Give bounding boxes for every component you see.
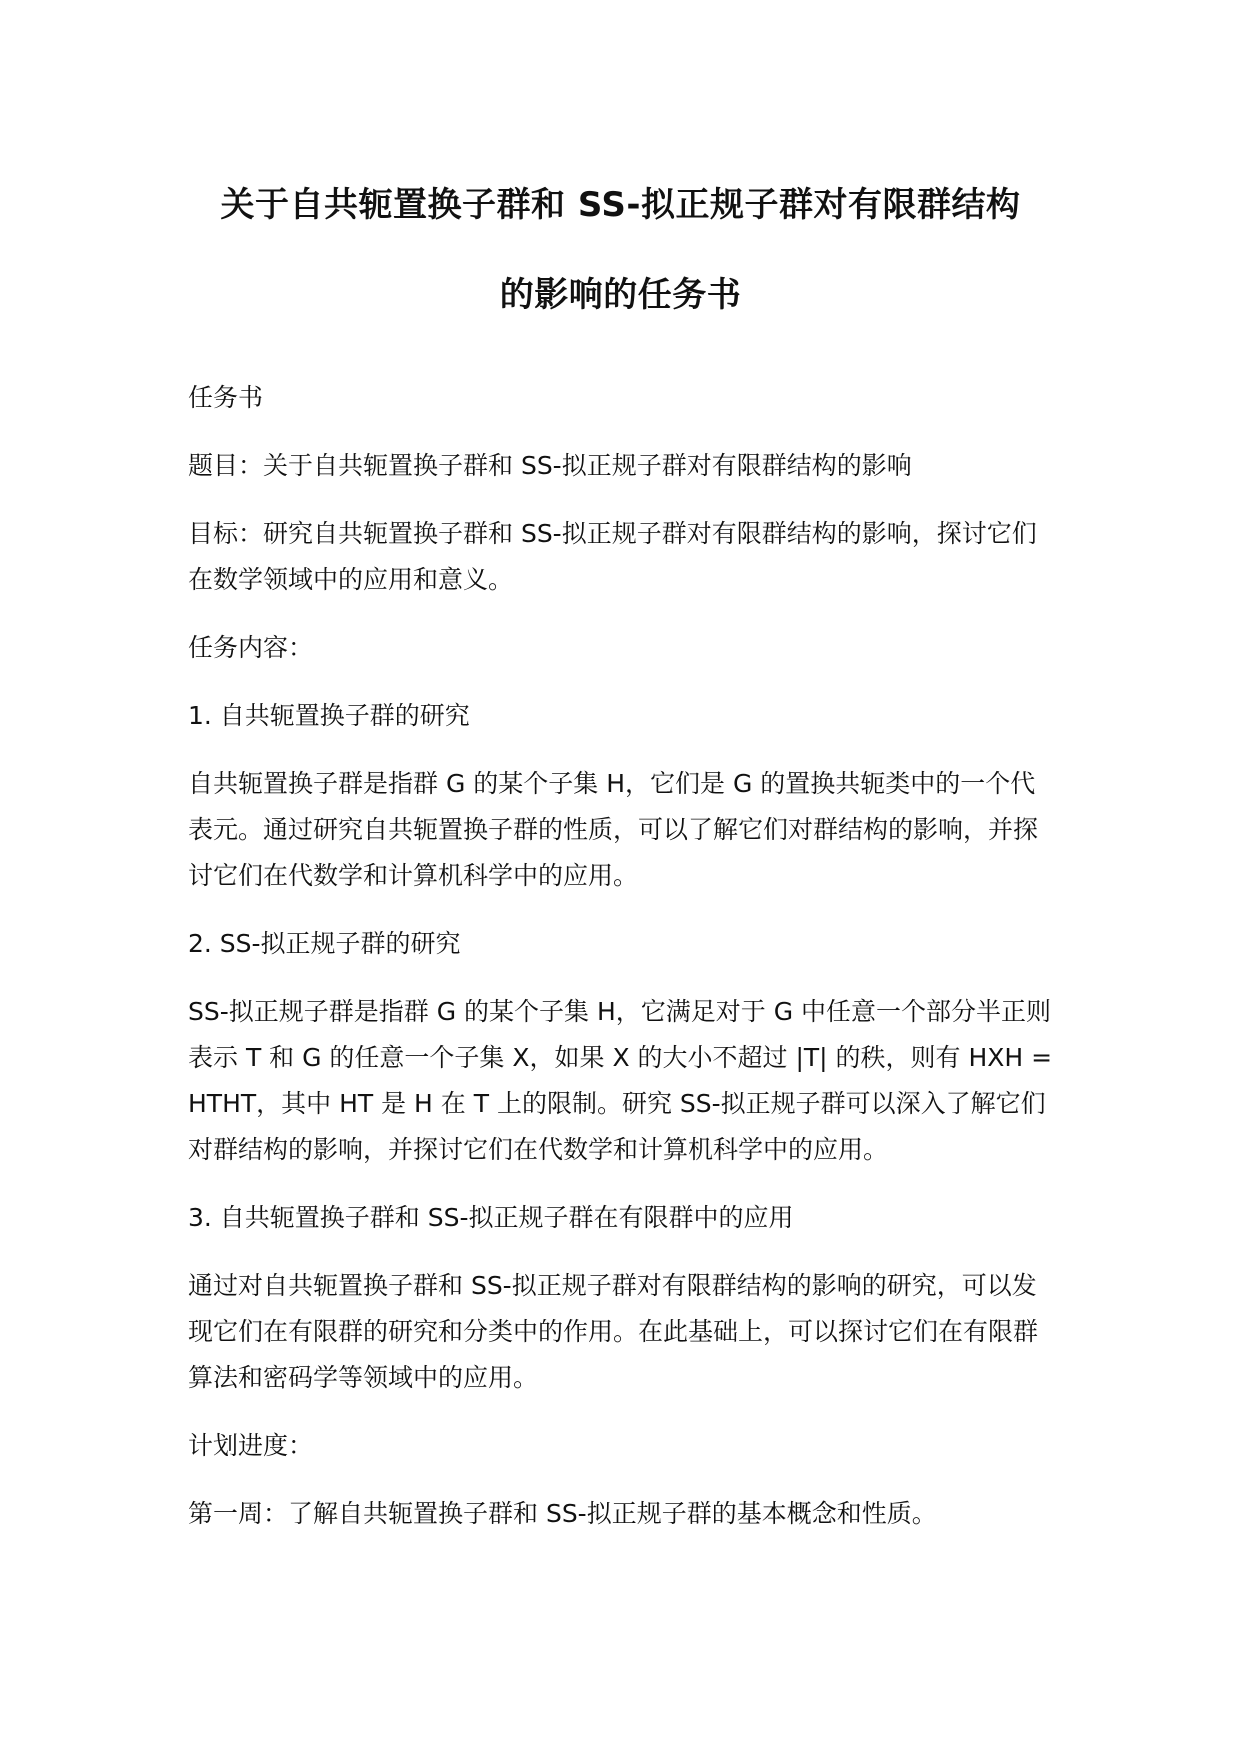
task-item-2-heading: 2. SS-拟正规子群的研究 [188,929,461,958]
task-item-3-paragraph: 通过对自共轭置换子群和 SS-拟正规子群对有限群结构的影响的研究，可以发现它们在有限群的研究和分类中的作用。在此基础上，可以探讨它们在有限群算法和密码学等领域中的应用。 [188,1271,1039,1392]
schedule-heading: 计划进度： [188,1431,314,1460]
task-item-2-paragraph: SS-拟正规子群是指群 G 的某个子集 H，它满足对于 G 中任意一个部分半正则表示 T 和 G 的任意一个子集 X，如果 X 的大小不超过 |T| 的秩，则有 HXH = HTHT，其中 HT 是 H 在 T 上的限制。研究 SS-拟正规子群可以深入了解它们对群结构的影响，并探讨它们在代数学和计算机科学中的应用。 [188,997,1053,1164]
task-item-1-paragraph: 自共轭置换子群是指群 G 的某个子集 H，它们是 G 的置换共轭类中的一个代表元。通过研究自共轭置换子群的性质，可以了解它们对群结构的影响，并探讨它们在代数学和计算机科学中的应用。 [188,769,1039,890]
topic-paragraph: 题目：关于自共轭置换子群和 SS-拟正规子群对有限群结构的影响 [188,451,912,480]
task-content-heading: 任务内容： [188,633,314,662]
task-item-1-heading: 1. 自共轭置换子群的研究 [188,701,470,730]
document-title [150,160,1091,340]
goal-paragraph: 目标：研究自共轭置换子群和 SS-拟正规子群对有限群结构的影响，探讨它们在数学领域中的应用和意义。 [188,519,1037,594]
document-title-line-1: 关于自共轭置换子群和 SS-拟正规子群对有限群结构 [220,185,1021,225]
schedule-week-1: 第一周：了解自共轭置换子群和 SS-拟正规子群的基本概念和性质。 [188,1499,937,1528]
document-title-line-2: 的影响的任务书 [499,275,742,315]
task-item-3-heading: 3. 自共轭置换子群和 SS-拟正规子群在有限群中的应用 [188,1203,794,1232]
document-body [188,375,1053,1559]
section-heading-task-book: 任务书 [188,383,264,412]
